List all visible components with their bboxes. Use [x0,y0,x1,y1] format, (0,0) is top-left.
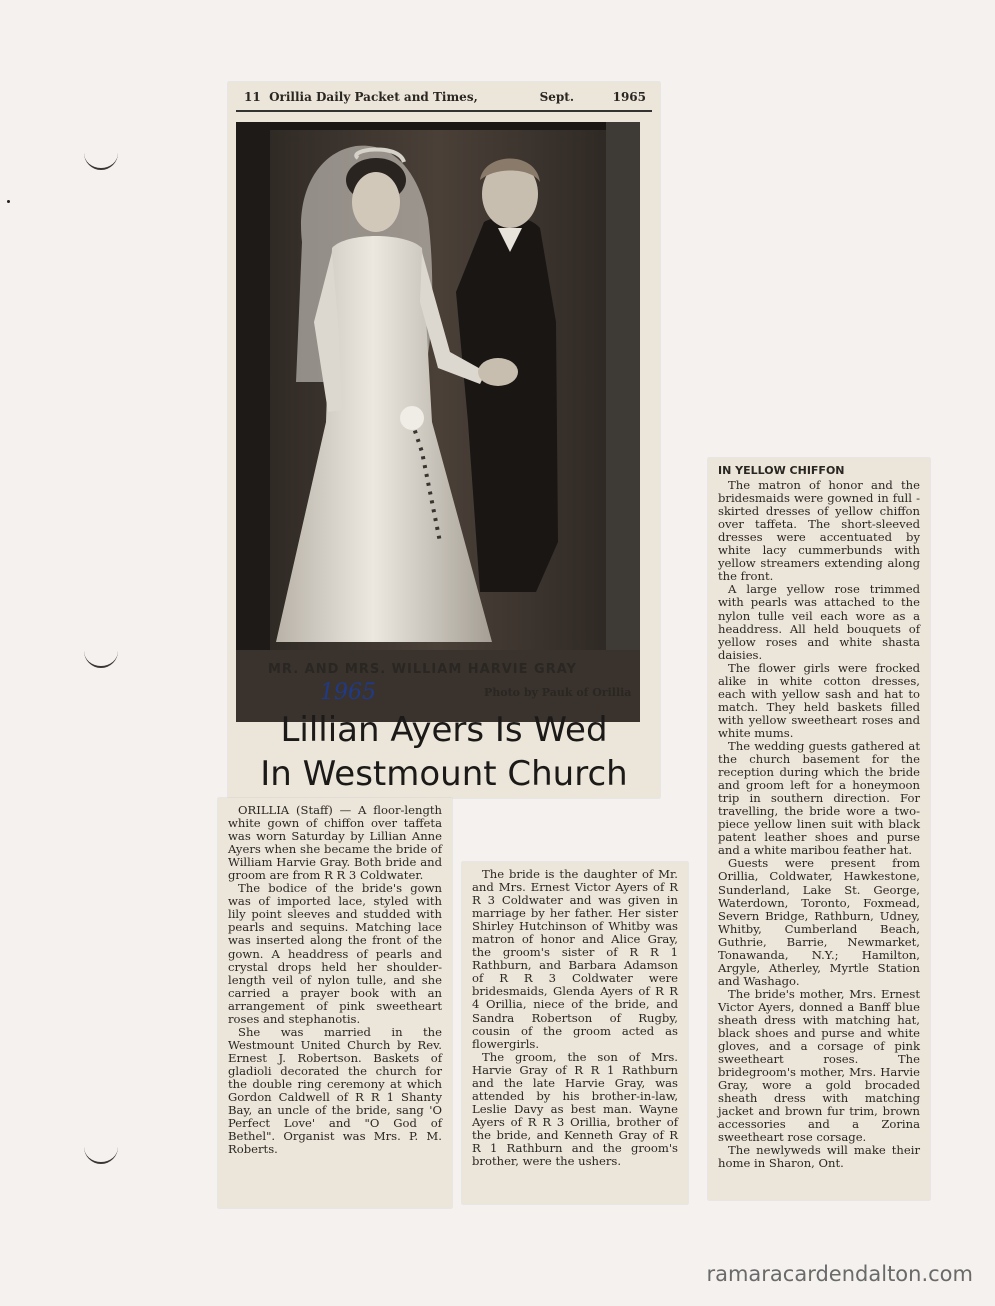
col1-paragraph: ORILLIA (Staff) — A floor-length white gown of chiffon over taffeta was worn Saturday by Lillian Anne Ayers when she became the bride of William Harvie Gray. Both bride and groom are from R R 3 Coldwater. [228,803,442,883]
col3-paragraph: The bride's mother, Mrs. Ernest Victor Ayers, donned a Banff blue sheath dress with matching hat, black shoes and purse and white gloves, and a corsage of pink sweetheart roses. The bridegroom's mother, Mrs. Harvie Gray, wore a gold brocaded sheath dress with matching jacket and brown fur trim, brown accessories and a Zorina sweetheart rose corsage. [718,986,920,1145]
header-left: 11 Orillia Daily Packet and Times, [244,90,478,104]
col2-paragraph: The groom, the son of Mrs. Harvie Gray of R R 1 Rathburn and the late Harvie Gray, was attended by his brother-in-law, Leslie Davy as best man. Wayne Ayers of R R 3 Orillia, brother of the bride, and Kenneth Gray of R R 1 Rathburn and the groom's brother, were the ushers. [472,1049,678,1169]
site-watermark: ramaracardendalton.com [706,1262,973,1286]
clipping-photo-headline [228,82,660,798]
newspaper-header [244,90,646,108]
headline-line-1: Lillian Ayers Is Wed [280,710,608,750]
col3-paragraph: The flower girls were frocked alike in white cotton dresses, each with yellow sash and hat to match. They held baskets filled with yellow sweetheart roses and white mums. [718,660,920,740]
col3-paragraph: A large yellow rose trimmed with pearls was attached to the nylon tulle veil each wore as a headdress. All held bouquets of yellow roses and white shasta daisies. [718,582,920,662]
speck-mark [7,200,10,203]
article-headline [234,708,654,796]
binder-hole-3 [84,1144,118,1164]
col3-paragraph: The wedding guests gathered at the church basement for the reception during which the bride and groom left for a honeymoon trip in southern direction. For travelling, the bride wore a two-piece yellow linen suit with black patent leather shoes and purse and a white maribou feather hat. [718,738,920,858]
header-month: Sept. [539,90,574,104]
article-column-2 [472,868,678,1168]
article-column-3 [718,464,920,1171]
col2-paragraph: The bride is the daughter of Mr. and Mrs. Ernest Victor Ayers of R R 3 Coldwater and was given in marriage by her father. Her sister Shirley Hutchinson of Whitby was matron of honor and Alice Gray, the groom's sister of R R 1 Rathburn, and Barbara Adamson of R R 3 Coldwater were bridesmaids, Glenda Ayers of R R 4 Orillia, niece of the bride, and Sandra Robertson of Rugby, cousin of the groom acted as flowergirls. [472,867,678,1051]
wedding-photo [236,122,640,722]
clipping-column-3 [708,458,930,1200]
header-year: 1965 [612,90,646,104]
clipping-column-1 [218,798,452,1208]
wedding-photo-image [236,122,640,650]
photo-caption: MR. AND MRS. WILLIAM HARVIE GRAY [268,662,577,677]
photo-credit: Photo by Pauk of Orillia [484,686,632,699]
headline-line-2: In Westmount Church [260,754,628,794]
col1-paragraph: She was married in the Westmount United Church by Rev. Ernest J. Robertson. Baskets of gladioli decorated the church for the double ring ceremony at which Gordon Caldwell of R R 1 Shanty Bay, an uncle of the bride, sang 'O Perfect Love' and "O God of Bethel". Organist was Mrs. P. M. Roberts. [228,1024,442,1157]
binder-hole-1 [84,150,118,170]
col3-paragraph: The matron of honor and the bridesmaids were gowned in full - skirted dresses of yellow chiffon over taffeta. The short-sleeved dresses were accentuated by white lacy cummerbunds with yellow streamers extending along the front. [718,478,920,584]
col3-paragraph: The newlyweds will make their home in Sharon, Ont. [718,1143,920,1171]
subheading: IN YELLOW CHIFFON [718,464,845,477]
col1-paragraph: The bodice of the bride's gown was of imported lace, styled with lily point sleeves and studded with pearls and sequins. Matching lace was inserted along the front of the gown. A headdress of pearls and crystal drops held her shoulder-length veil of nylon tulle, and she carried a prayer book with an arrangement of pink sweetheart roses and stephanotis. [228,881,442,1026]
handwritten-year: 1965 [320,680,376,705]
binder-hole-2 [84,648,118,668]
header-rule [236,110,652,112]
col3-paragraph: Guests were present from Orillia, Coldwater, Hawkestone, Sunderland, Lake St. George, Waterdown, Toronto, Foxmead, Severn Bridge, Rathburn, Udney, Whitby, Cumberland Beach, Guthrie, Barrie, Newmarket, Tonawanda, N.Y.; Hamilton, Argyle, Atherley, Myrtle Station and Washago. [718,856,920,988]
clipping-column-2 [462,862,688,1204]
article-column-1 [228,804,442,1156]
